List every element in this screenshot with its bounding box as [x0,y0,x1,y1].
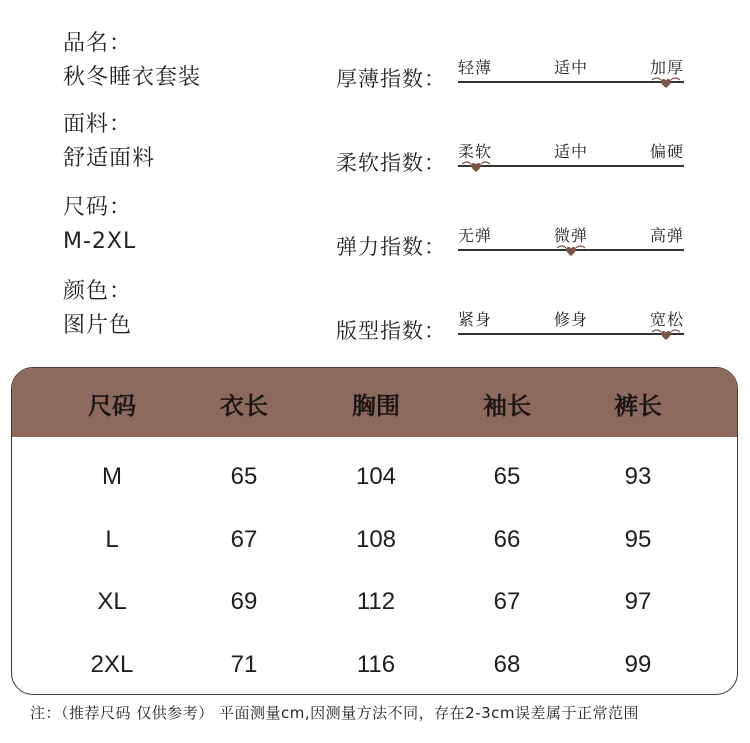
fabric-value: 舒适面料 [63,146,156,171]
thickness-scale [458,55,684,95]
header-chest: 胸围 [352,392,400,420]
table-cell: 67 [493,588,521,615]
fabric-label: 面料： [63,112,133,137]
table-cell: 68 [493,651,521,678]
thickness-index [336,55,696,95]
fit-scale [458,307,684,347]
fit-scale-label-1: 修身 [553,310,589,329]
product-name-block [63,27,201,95]
color-value: 图片色 [63,313,133,338]
table-cell: 104 [355,463,397,490]
header-size: 尺码 [88,392,136,420]
softness-scale-label-1: 适中 [553,142,589,161]
table-cell: 116 [356,651,396,678]
product-name-value: 秋冬睡衣套装 [63,65,202,90]
table-cell: M [102,463,122,490]
table-cell: XL [97,588,127,615]
table-cell: 66 [493,526,521,553]
fit-scale-label-0: 紧身 [458,310,493,329]
softness-index-title: 柔软指数： [336,151,446,175]
size-range-value: M-2XL [63,229,137,254]
elasticity-scale [458,223,684,263]
heart-marker-icon [651,75,681,89]
size-table-header [12,368,737,437]
header-pants-length: 裤长 [614,392,662,420]
thickness-scale-label-1: 适中 [553,58,589,77]
color-block [63,275,132,343]
elasticity-scale-label-2: 高弹 [649,226,684,245]
table-cell: L [105,526,119,553]
elasticity-scale-label-0: 无弹 [458,226,493,245]
table-cell: 67 [230,526,258,553]
table-cell: 112 [356,588,396,615]
thickness-scale-label-0: 轻薄 [458,58,493,77]
header-sleeve: 袖长 [483,392,531,420]
softness-scale-label-0: 柔软 [458,142,493,161]
table-cell: 65 [230,463,258,490]
softness-scale-line [458,165,684,167]
table-cell: 2XL [90,651,134,678]
table-cell: 99 [624,651,652,678]
table-cell: 93 [624,463,652,490]
color-label: 颜色： [63,279,133,304]
table-cell: 95 [624,526,652,553]
table-cell: 65 [493,463,521,490]
elasticity-index-title: 弹力指数： [336,235,446,259]
header-length: 衣长 [220,392,268,420]
size-range-block [63,191,136,259]
softness-index [336,139,696,179]
fit-index-title: 版型指数： [336,319,446,343]
table-cell: 108 [355,526,397,553]
table-cell: 71 [230,651,258,678]
table-cell: 97 [624,588,652,615]
thickness-scale-label-2: 加厚 [649,58,684,77]
fit-scale-label-2: 宽松 [649,310,684,329]
elasticity-index [336,223,696,263]
thickness-index-title: 厚薄指数： [336,67,446,91]
softness-scale-label-2: 偏硬 [649,142,684,161]
elasticity-scale-label-1: 微弹 [553,226,589,245]
product-name-label: 品名： [63,31,133,56]
size-range-label: 尺码： [63,195,133,220]
fabric-block [63,108,155,176]
size-table [11,367,738,695]
softness-scale [458,139,684,179]
heart-marker-icon [651,327,681,341]
heart-marker-icon [461,159,491,173]
heart-marker-icon [556,243,586,257]
measurement-footnote: 注：（推荐尺码 仅供参考） 平面测量cm,因测量方法不同，存在2-3cm误差属于正常范围 [30,704,640,722]
fit-index [336,307,696,347]
table-cell: 69 [230,588,258,615]
